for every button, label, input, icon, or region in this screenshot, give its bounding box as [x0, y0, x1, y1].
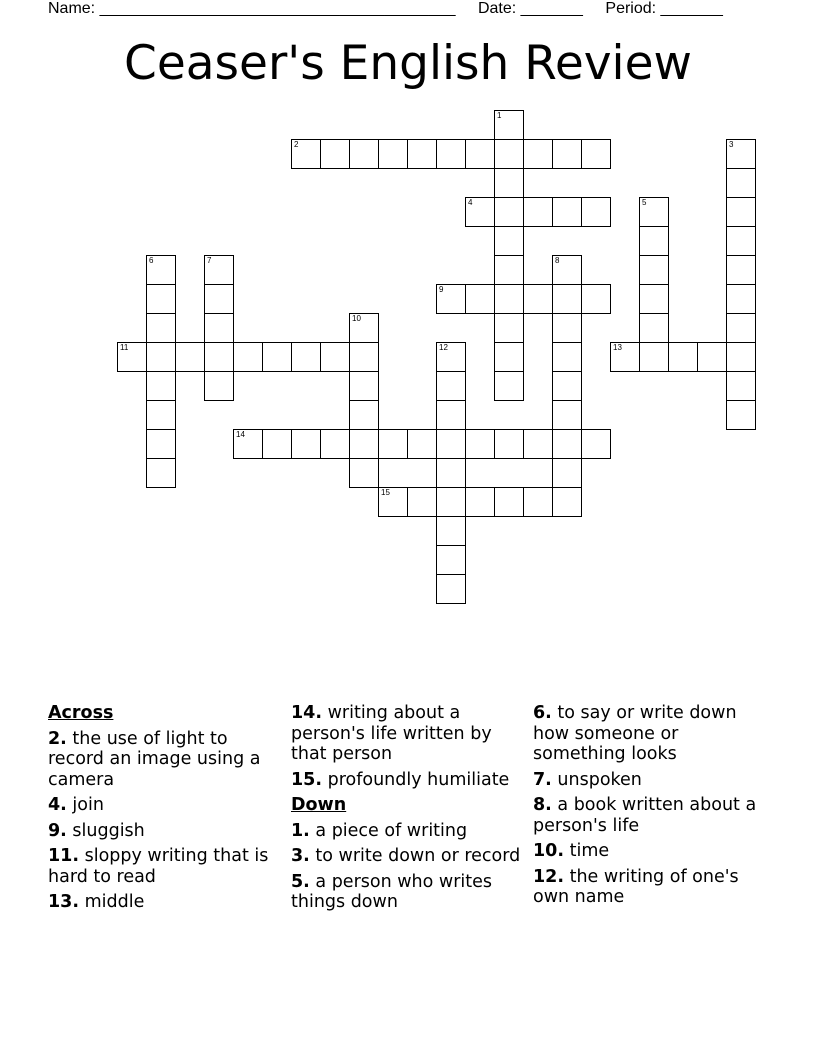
grid-cell[interactable] [494, 110, 524, 140]
clue-number: 13. [48, 892, 80, 912]
cell-number: 14 [236, 430, 245, 439]
grid-cell[interactable] [466, 429, 495, 459]
grid-cell[interactable] [495, 198, 524, 227]
clue-column-1 [48, 703, 284, 918]
grid-cell[interactable] [639, 256, 669, 285]
clue-column-2 [291, 703, 527, 918]
grid-cell[interactable] [408, 429, 437, 459]
grid-cell[interactable] [146, 430, 176, 459]
grid-cell[interactable] [146, 285, 176, 314]
grid-cell[interactable] [726, 314, 756, 343]
clue-across-13 [48, 892, 284, 913]
clue-text: writing about a person's life written by that person [291, 703, 492, 764]
grid-cell[interactable] [582, 197, 611, 227]
clue-number: 1. [291, 820, 310, 841]
grid-cell[interactable] [349, 313, 379, 343]
grid-cell[interactable] [582, 284, 611, 314]
cell-number: 1 [497, 111, 502, 120]
grid-cell[interactable] [350, 430, 379, 459]
clue-text: profoundly humiliate [327, 769, 510, 790]
cell-number: 2 [294, 140, 299, 149]
cell-number: 13 [613, 343, 622, 352]
clue-text: a book written about a person's life [533, 795, 757, 836]
clue-text: unspoken [557, 769, 642, 790]
grid-cell[interactable] [408, 139, 437, 169]
grid-cell[interactable] [552, 255, 582, 285]
grid-cell[interactable] [437, 488, 466, 517]
grid-cell[interactable] [466, 487, 495, 517]
grid-cell[interactable] [436, 459, 466, 488]
grid-cell[interactable] [204, 372, 234, 401]
grid-cell[interactable] [495, 140, 524, 169]
grid-cell[interactable] [553, 285, 582, 314]
grid-cell[interactable] [349, 372, 379, 401]
grid-cell[interactable] [321, 429, 350, 459]
grid-cell[interactable] [726, 256, 756, 285]
clue-down-5 [291, 872, 527, 913]
cell-number: 6 [149, 256, 154, 265]
clue-down-6 [533, 703, 769, 765]
grid-cell[interactable] [552, 401, 582, 430]
grid-cell[interactable] [436, 575, 466, 604]
grid-cell[interactable] [349, 401, 379, 430]
grid-cell[interactable] [495, 285, 524, 314]
down-heading: Down [291, 795, 347, 815]
grid-cell[interactable] [234, 342, 263, 372]
grid-cell[interactable] [524, 487, 553, 517]
grid-cell[interactable] [552, 372, 582, 401]
clue-number: 10. [533, 841, 565, 861]
grid-cell[interactable] [494, 169, 524, 198]
clue-across-4 [48, 795, 284, 816]
grid-cell[interactable] [552, 314, 582, 343]
cell-number: 15 [381, 488, 390, 497]
clue-number: 15. [291, 769, 323, 790]
clue-down-1 [291, 821, 527, 842]
grid-cell[interactable] [408, 487, 437, 517]
clue-number: 8. [533, 795, 552, 815]
grid-cell[interactable] [321, 139, 350, 169]
grid-cell[interactable] [465, 197, 495, 227]
cell-number: 11 [120, 343, 129, 352]
grid-cell[interactable] [524, 429, 553, 459]
clue-down-7 [533, 770, 769, 791]
clue-text: time [569, 841, 610, 861]
grid-cell[interactable] [436, 342, 466, 372]
grid-cell[interactable] [349, 459, 379, 488]
grid-cell[interactable] [698, 342, 727, 372]
grid-cell[interactable] [350, 139, 379, 169]
header-fields [48, 0, 768, 18]
grid-cell[interactable] [494, 343, 524, 372]
grid-cell[interactable] [726, 198, 756, 227]
grid-cell[interactable] [553, 488, 582, 517]
grid-cell[interactable] [553, 139, 582, 169]
grid-cell[interactable] [524, 284, 553, 314]
grid-cell[interactable] [292, 429, 321, 459]
grid-cell[interactable] [553, 430, 582, 459]
cell-number: 3 [729, 140, 734, 149]
grid-cell[interactable] [726, 227, 756, 256]
clue-down-12 [533, 867, 769, 908]
clue-across-2 [48, 729, 284, 791]
name-field-label: Name: ________________________________________ [48, 0, 456, 17]
clue-number: 3. [291, 846, 310, 866]
grid-cell[interactable] [495, 429, 524, 459]
grid-cell[interactable] [350, 343, 379, 372]
grid-cell[interactable] [726, 372, 756, 401]
grid-cell[interactable] [466, 139, 495, 169]
grid-cell[interactable] [494, 372, 524, 401]
clue-text: to write down or record [315, 846, 521, 866]
clue-number: 6. [533, 703, 552, 723]
grid-cell[interactable] [263, 429, 292, 459]
grid-cell[interactable] [436, 546, 466, 575]
grid-cell[interactable] [378, 487, 408, 517]
clue-text: sloppy writing that is hard to read [48, 846, 269, 887]
cell-number: 5 [642, 198, 647, 207]
grid-cell[interactable] [552, 459, 582, 488]
grid-cell[interactable] [436, 401, 466, 430]
grid-cell[interactable] [436, 284, 466, 314]
clue-number: 5. [291, 871, 310, 892]
clue-text: the use of light to record an image using a camera [48, 728, 261, 790]
clue-across-9 [48, 821, 284, 842]
grid-cell[interactable] [291, 139, 321, 169]
clue-text: a person who writes things down [291, 871, 493, 912]
grid-cell[interactable] [204, 314, 234, 343]
grid-cell[interactable] [146, 459, 176, 488]
clue-number: 9. [48, 820, 67, 841]
clue-across-14 [291, 703, 527, 765]
grid-cell[interactable] [582, 429, 611, 459]
grid-cell[interactable] [640, 343, 669, 372]
clue-down-8 [533, 795, 769, 836]
clue-text: sluggish [72, 820, 145, 841]
grid-cell[interactable] [726, 285, 756, 314]
grid-cell[interactable] [263, 342, 292, 372]
grid-cell[interactable] [610, 342, 640, 372]
grid-cell[interactable] [639, 285, 669, 314]
grid-cell[interactable] [669, 342, 698, 372]
clue-column-3 [533, 703, 769, 913]
clue-across-15 [291, 770, 527, 791]
grid-cell[interactable] [204, 285, 234, 314]
page-title: Ceaser's English Review [124, 36, 692, 91]
clue-number: 4. [48, 795, 67, 815]
grid-cell[interactable] [436, 372, 466, 401]
grid-cell[interactable] [146, 372, 176, 401]
grid-cell[interactable] [494, 256, 524, 285]
cell-number: 9 [439, 285, 444, 294]
grid-cell[interactable] [524, 197, 553, 227]
clue-text: a piece of writing [315, 820, 468, 841]
clue-down-3 [291, 846, 527, 867]
grid-cell[interactable] [146, 255, 176, 285]
grid-cell[interactable] [437, 430, 466, 459]
grid-cell[interactable] [117, 342, 147, 372]
cell-number: 4 [468, 198, 473, 207]
grid-cell[interactable] [639, 314, 669, 343]
clue-number: 12. [533, 866, 565, 887]
grid-cell[interactable] [436, 517, 466, 546]
clue-number: 11. [48, 846, 80, 866]
cell-number: 10 [352, 314, 361, 323]
grid-cell[interactable] [146, 314, 176, 343]
across-heading: Across [48, 703, 114, 723]
grid-cell[interactable] [495, 487, 524, 517]
grid-cell[interactable] [176, 342, 205, 372]
cell-number: 12 [439, 343, 448, 352]
grid-cell[interactable] [494, 314, 524, 343]
grid-cell[interactable] [321, 342, 350, 372]
grid-cell[interactable] [639, 227, 669, 256]
cell-number: 7 [207, 256, 212, 265]
date-field-label: Date: _______ [477, 0, 583, 17]
grid-cell[interactable] [726, 401, 756, 430]
clue-number: 14. [291, 703, 323, 723]
grid-cell[interactable] [524, 139, 553, 169]
grid-cell[interactable] [292, 342, 321, 372]
grid-cell[interactable] [494, 227, 524, 256]
grid-cell[interactable] [552, 343, 582, 372]
grid-cell[interactable] [727, 343, 756, 372]
clue-text: join [72, 795, 104, 815]
grid-cell[interactable] [466, 284, 495, 314]
grid-cell[interactable] [553, 197, 582, 227]
grid-cell[interactable] [205, 343, 234, 372]
grid-cell[interactable] [379, 139, 408, 169]
clue-text: to say or write down how someone or something looks [533, 703, 737, 764]
period-field-label: Period: _______ [605, 0, 723, 17]
grid-cell[interactable] [437, 139, 466, 169]
grid-cell[interactable] [639, 197, 669, 227]
clue-down-10 [533, 841, 769, 862]
clue-number: 7. [533, 769, 552, 790]
grid-cell[interactable] [726, 169, 756, 198]
clue-text: the writing of one's own name [533, 866, 739, 907]
clue-number: 2. [48, 728, 67, 749]
grid-cell[interactable] [582, 139, 611, 169]
grid-cell[interactable] [147, 343, 176, 372]
grid-cell[interactable] [379, 429, 408, 459]
cell-number: 8 [555, 256, 560, 265]
grid-cell[interactable] [204, 255, 234, 285]
grid-cell[interactable] [726, 139, 756, 169]
clue-text: middle [84, 892, 145, 912]
clue-across-11 [48, 846, 284, 887]
grid-cell[interactable] [233, 429, 263, 459]
grid-cell[interactable] [146, 401, 176, 430]
